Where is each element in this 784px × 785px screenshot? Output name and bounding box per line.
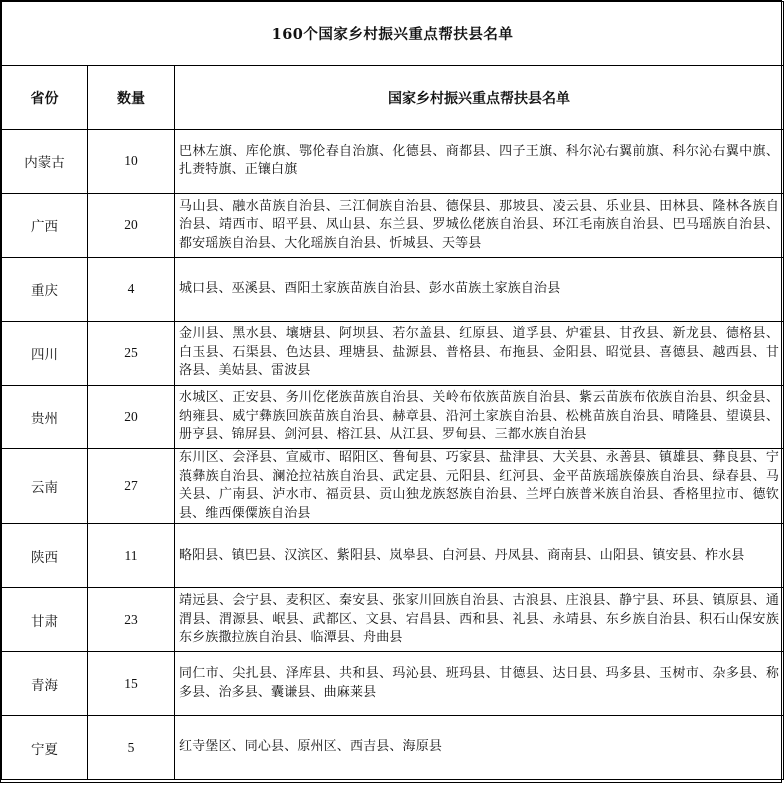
county-table — [1, 1, 784, 780]
count-cell: 27 — [88, 449, 175, 524]
header-list: 国家乡村振兴重点帮扶县名单 — [175, 66, 784, 130]
names-cell: 靖远县、会宁县、麦积区、秦安县、张家川回族自治县、古浪县、庄浪县、静宁县、环县、镇原县、通渭县、渭源县、岷县、武都区、文县、宕昌县、西和县、礼县、永靖县、东乡族自治县、积石山保安族东乡族撒拉族自治县、临潭县、舟曲县 — [175, 588, 784, 652]
names-cell: 略阳县、镇巴县、汉滨区、紫阳县、岚皋县、白河县、丹凤县、商南县、山阳县、镇安县、柞水县 — [175, 524, 784, 588]
table-row — [2, 652, 784, 716]
province-cell: 甘肃 — [2, 588, 88, 652]
table-title: 160个国家乡村振兴重点帮扶县名单 — [2, 2, 784, 66]
province-cell: 重庆 — [2, 257, 88, 321]
header-count: 数量 — [88, 66, 175, 130]
count-cell: 4 — [88, 257, 175, 321]
table-row — [2, 524, 784, 588]
province-cell: 内蒙古 — [2, 130, 88, 194]
province-cell: 云南 — [2, 449, 88, 524]
names-cell: 城口县、巫溪县、酉阳土家族苗族自治县、彭水苗族土家族自治县 — [175, 257, 784, 321]
count-cell: 20 — [88, 193, 175, 257]
province-cell: 广西 — [2, 193, 88, 257]
names-cell: 红寺堡区、同心县、原州区、西吉县、海原县 — [175, 716, 784, 780]
table-row — [2, 716, 784, 780]
count-cell: 15 — [88, 652, 175, 716]
names-cell: 水城区、正安县、务川仡佬族苗族自治县、关岭布依族苗族自治县、紫云苗族布依族自治县、织金县、纳雍县、威宁彝族回族苗族自治县、赫章县、沿河土家族自治县、松桃苗族自治县、晴隆县、望谟县、册亨县、锦屏县、剑河县、榕江县、从江县、罗甸县、三都水族自治县 — [175, 385, 784, 449]
count-cell: 5 — [88, 716, 175, 780]
names-cell: 马山县、融水苗族自治县、三江侗族自治县、德保县、那坡县、凌云县、乐业县、田林县、隆林各族自治县、靖西市、昭平县、凤山县、东兰县、罗城仫佬族自治县、环江毛南族自治县、巴马瑶族自治县、都安瑶族自治县、大化瑶族自治县、忻城县、天等县 — [175, 193, 784, 257]
count-cell: 20 — [88, 385, 175, 449]
table-row — [2, 385, 784, 449]
table-row — [2, 449, 784, 524]
names-cell: 同仁市、尖扎县、泽库县、共和县、玛沁县、班玛县、甘德县、达日县、玛多县、玉树市、杂多县、称多县、治多县、囊谦县、曲麻莱县 — [175, 652, 784, 716]
header-province: 省份 — [2, 66, 88, 130]
count-cell: 23 — [88, 588, 175, 652]
names-cell: 金川县、黑水县、壤塘县、阿坝县、若尔盖县、红原县、道孚县、炉霍县、甘孜县、新龙县、德格县、白玉县、石渠县、色达县、理塘县、盐源县、普格县、布拖县、金阳县、昭觉县、喜德县、越西县、甘洛县、美姑县、雷波县 — [175, 321, 784, 385]
table-row — [2, 130, 784, 194]
province-cell: 宁夏 — [2, 716, 88, 780]
count-cell: 10 — [88, 130, 175, 194]
table-row — [2, 321, 784, 385]
province-cell: 贵州 — [2, 385, 88, 449]
count-cell: 11 — [88, 524, 175, 588]
province-cell: 青海 — [2, 652, 88, 716]
table-row — [2, 588, 784, 652]
province-cell: 陕西 — [2, 524, 88, 588]
province-cell: 四川 — [2, 321, 88, 385]
table-row — [2, 193, 784, 257]
names-cell: 巴林左旗、库伦旗、鄂伦春自治旗、化德县、商都县、四子王旗、科尔沁右翼前旗、科尔沁右翼中旗、扎赉特旗、正镶白旗 — [175, 130, 784, 194]
count-cell: 25 — [88, 321, 175, 385]
table-row — [2, 257, 784, 321]
names-cell: 东川区、会泽县、宣威市、昭阳区、鲁甸县、巧家县、盐津县、大关县、永善县、镇雄县、彝良县、宁蒗彝族自治县、澜沧拉祜族自治县、武定县、元阳县、红河县、金平苗族瑶族傣族自治县、绿春县、马关县、广南县、泸水市、福贡县、贡山独龙族怒族自治县、兰坪白族普米族自治县、香格里拉市、德钦县、维西傈僳族自治县 — [175, 449, 784, 524]
